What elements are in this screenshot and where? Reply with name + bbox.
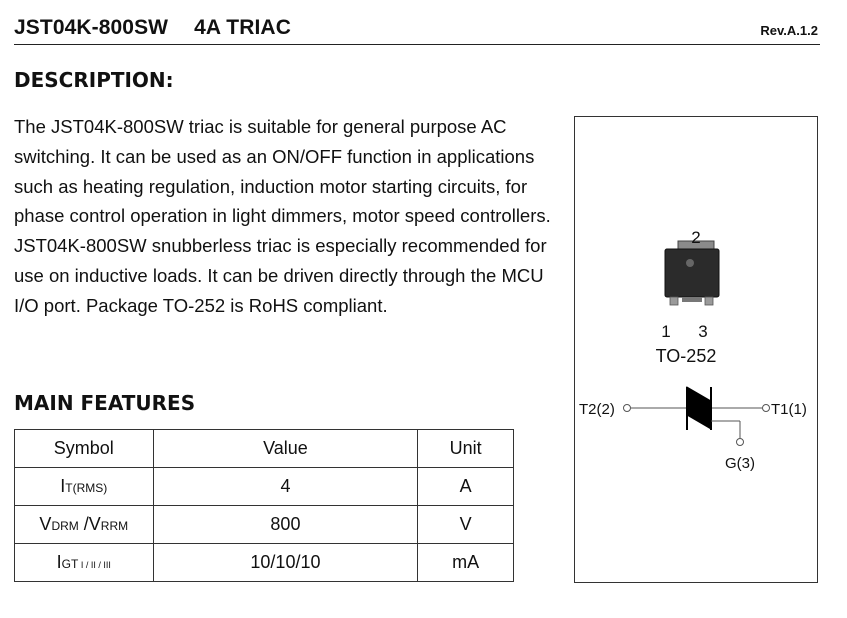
table-row bbox=[15, 544, 514, 582]
revision-label: Rev.A.1.2 bbox=[760, 23, 818, 38]
description-text: The JST04K-800SW triac is suitable for general purpose AC switching. It can be used as an ON/OFF function in applications such as heating regulation, induction motor starting circuits, for phase control operation in light dimmers, motor speed controllers. JST04K-800SW snubberless triac is especially recommended for use on inductive loads. It can be driven directly through the MCU I/O port. Package TO-252 is RoHS compliant. bbox=[14, 116, 551, 316]
part-number: JST04K-800SW bbox=[14, 16, 169, 39]
symbol-cell: VDRM /VRRM bbox=[15, 506, 154, 544]
column-header-value: Value bbox=[153, 430, 418, 468]
unit-cell: mA bbox=[418, 544, 514, 582]
package-figure bbox=[574, 116, 818, 583]
value-cell: 10/10/10 bbox=[153, 544, 418, 582]
table-row bbox=[15, 506, 514, 544]
main-features-table bbox=[14, 429, 514, 582]
document-title bbox=[14, 16, 291, 40]
symbol-cell: IGT I / II / III bbox=[15, 544, 154, 582]
main-features-heading: MAIN FEATURES bbox=[14, 391, 196, 415]
value-cell: 4 bbox=[153, 468, 418, 506]
document-header bbox=[14, 14, 820, 45]
terminal-t1-label: T1(1) bbox=[771, 401, 807, 418]
pin-label-1: 1 bbox=[661, 322, 671, 341]
terminal-t2-label: T2(2) bbox=[579, 401, 615, 418]
column-header-symbol: Symbol bbox=[15, 430, 154, 468]
symbol-cell: IT(RMS) bbox=[15, 468, 154, 506]
value-cell: 800 bbox=[153, 506, 418, 544]
package-name: TO-252 bbox=[655, 346, 717, 366]
pin-label-2: 2 bbox=[691, 228, 701, 247]
product-type: 4A TRIAC bbox=[194, 16, 291, 39]
to252-package-icon bbox=[665, 241, 719, 305]
terminal-gate-label: G(3) bbox=[725, 455, 755, 472]
column-header-unit: Unit bbox=[418, 430, 514, 468]
pin-label-3: 3 bbox=[698, 322, 708, 341]
table-header-row bbox=[15, 430, 514, 468]
unit-cell: A bbox=[418, 468, 514, 506]
table-row bbox=[15, 468, 514, 506]
unit-cell: V bbox=[418, 506, 514, 544]
triac-symbol-icon bbox=[624, 387, 770, 446]
description-heading: DESCRIPTION: bbox=[14, 68, 174, 92]
